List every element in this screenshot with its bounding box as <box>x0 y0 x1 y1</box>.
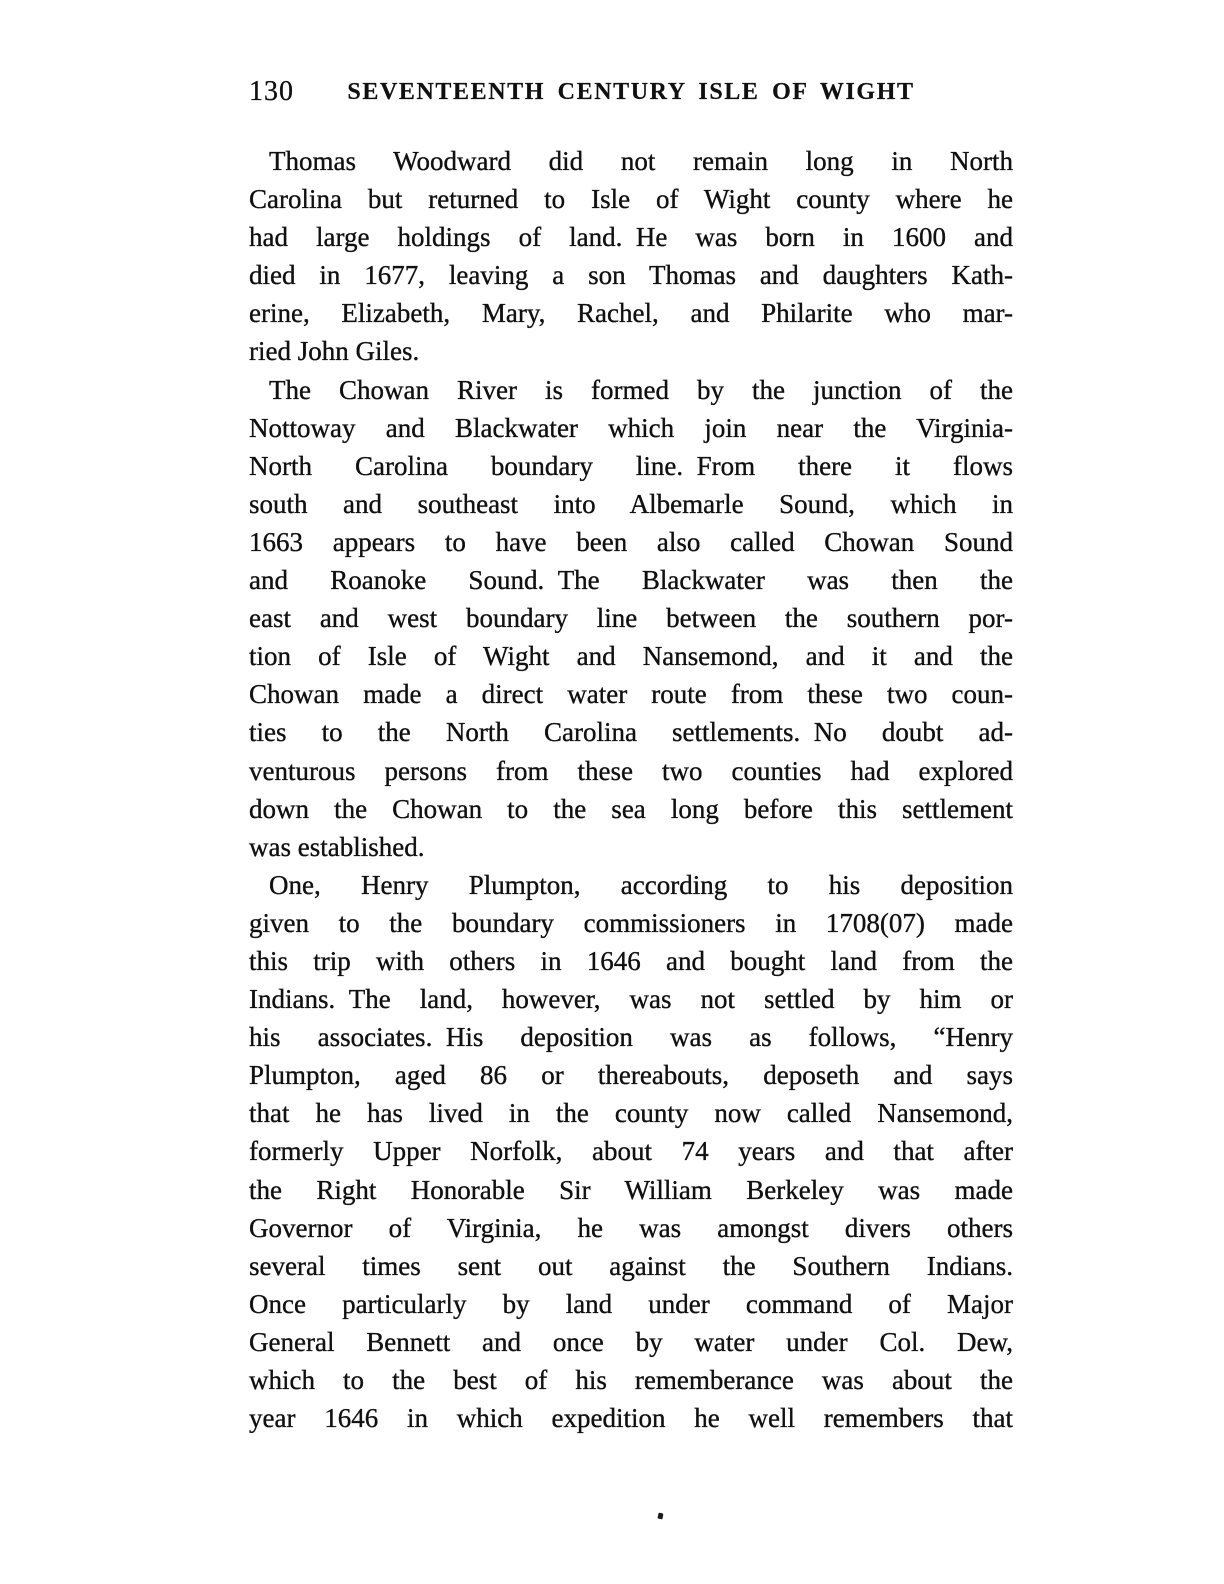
text-line: year 1646 in which expedition he well remembers that <box>249 1403 1013 1434</box>
text-line: Chowan made a direct water route from these two coun- <box>249 679 1013 710</box>
text-line: that he has lived in the county now called Nansemond, <box>249 1098 1013 1129</box>
text-line: his associates. His deposition was as follows, “Henry <box>249 1022 1013 1053</box>
ink-speck <box>657 1513 663 1520</box>
text-line: ties to the North Carolina settlements. No doubt ad- <box>249 717 1013 748</box>
text-line: Once particularly by land under command of Major <box>249 1288 1013 1319</box>
text-line: given to the boundary commissioners in 1708(07) made <box>249 907 1013 938</box>
text-line: formerly Upper Norfolk, about 74 years and that after <box>249 1136 1013 1167</box>
page-number: 130 <box>249 76 294 107</box>
text-line: Nottoway and Blackwater which join near the Virginia- <box>249 412 1013 443</box>
paragraph-3 <box>249 866 1013 1437</box>
text-line: and Roanoke Sound. The Blackwater was then the <box>249 565 1013 596</box>
text-line: Thomas Woodward did not remain long in North <box>269 146 1013 176</box>
text-line: 1663 appears to have been also called Chowan Sound <box>249 526 1013 557</box>
paragraph-1 <box>249 142 1013 371</box>
text-line: General Bennett and once by water under Col. Dew, <box>249 1326 1013 1357</box>
text-line: south and southeast into Albemarle Sound, which in <box>249 488 1013 519</box>
text-line: erine, Elizabeth, Mary, Rachel, and Philarite who mar- <box>249 298 1013 329</box>
text-line: Indians. The land, however, was not settled by him or <box>249 984 1013 1015</box>
running-title: SEVENTEENTH CENTURY ISLE OF WIGHT <box>347 79 915 105</box>
text-line: Governor of Virginia, he was amongst divers others <box>249 1212 1013 1243</box>
page-header <box>249 76 1013 108</box>
text-line: down the Chowan to the sea long before this settlement <box>249 793 1013 824</box>
text-line: tion of Isle of Wight and Nansemond, and it and the <box>249 641 1013 672</box>
text-line: east and west boundary line between the southern por- <box>249 603 1013 634</box>
text-line: One, Henry Plumpton, according to his deposition <box>269 869 1013 900</box>
text-line: the Right Honorable Sir William Berkeley was made <box>249 1174 1013 1205</box>
text-line: had large holdings of land. He was born in 1600 and <box>249 222 1013 253</box>
text-line: North Carolina boundary line. From there it flows <box>249 450 1013 481</box>
text-line: died in 1677, leaving a son Thomas and daughters Kath- <box>249 260 1013 291</box>
page-text <box>249 142 1013 1437</box>
text-line: was established. <box>249 831 425 862</box>
text-line: this trip with others in 1646 and bought land from the <box>249 945 1013 976</box>
text-line: The Chowan River is formed by the junction of the <box>269 374 1013 405</box>
text-line: Plumpton, aged 86 or thereabouts, deposeth and says <box>249 1060 1013 1091</box>
text-line: ried John Giles. <box>249 336 420 367</box>
paragraph-2 <box>249 371 1013 866</box>
text-line: venturous persons from these two counties had explored <box>249 755 1013 786</box>
text-line: which to the best of his rememberance was about the <box>249 1365 1013 1395</box>
text-line: several times sent out against the Southern Indians. <box>249 1250 1013 1281</box>
text-line: Carolina but returned to Isle of Wight county where he <box>249 184 1013 215</box>
